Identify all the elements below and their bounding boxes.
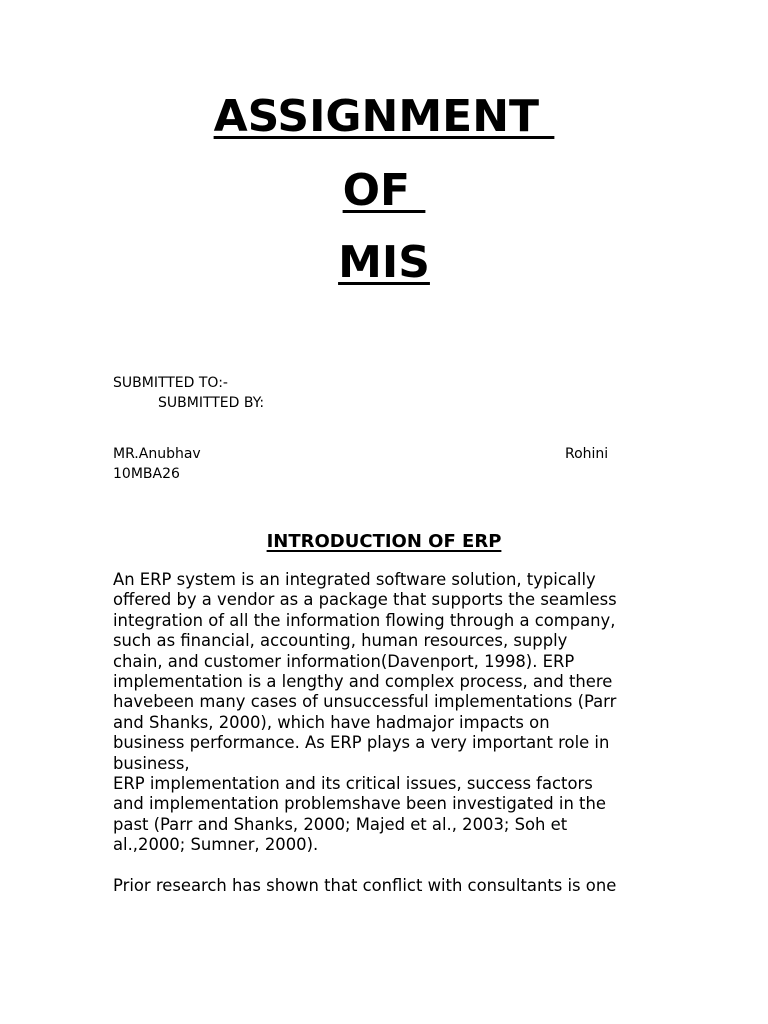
paragraph-line: and Shanks, 2000), which have hadmajor impacts on bbox=[113, 712, 550, 732]
title-line-mis bbox=[0, 238, 768, 288]
paragraph-prior-research bbox=[113, 876, 673, 896]
paragraph-line: business performance. As ERP plays a very important role in bbox=[113, 733, 610, 753]
paragraph-line: business, bbox=[113, 753, 190, 773]
paragraph-line: al.,2000; Sumner, 2000). bbox=[113, 835, 319, 855]
paragraph-line: havebeen many cases of unsuccessful implementations (Parr bbox=[113, 692, 617, 712]
title-line-of bbox=[0, 166, 768, 216]
paragraph-line: An ERP system is an integrated software solution, typically bbox=[113, 570, 596, 589]
paragraph-line: offered by a vendor as a package that supports the seamless bbox=[113, 590, 617, 610]
teacher-name: MR.Anubhav bbox=[113, 446, 201, 462]
paragraph-line: such as financial, accounting, human resources, supply bbox=[113, 631, 568, 651]
student-name: Rohini bbox=[565, 446, 609, 462]
paragraph-line: integration of all the information flowing through a company, bbox=[113, 610, 616, 630]
submitted-to-label: SUBMITTED TO:- bbox=[113, 375, 228, 391]
roll-number: 10MBA26 bbox=[113, 466, 180, 482]
paragraph-line: past (Parr and Shanks, 2000; Majed et al., 2003; Soh et bbox=[113, 814, 568, 834]
title-text-assignment: ASSIGNMENT bbox=[213, 91, 555, 142]
paragraph-line: implementation is a lengthy and complex process, and there bbox=[113, 672, 613, 692]
title-text-of: OF bbox=[342, 165, 426, 216]
paragraph-line: chain, and customer information(Davenport, 1998). ERP bbox=[113, 651, 575, 671]
submitted-by-label: SUBMITTED BY: bbox=[158, 395, 265, 411]
title-line-assignment bbox=[0, 92, 768, 142]
section-heading bbox=[0, 531, 768, 553]
paragraph-line: and implementation problemshave been investigated in the bbox=[113, 794, 606, 814]
paragraph-line: Prior research has shown that conflict with consultants is one bbox=[113, 876, 617, 895]
paragraph-intro bbox=[113, 570, 673, 856]
section-heading-text: INTRODUCTION OF ERP bbox=[266, 531, 502, 552]
paragraph-line: ERP implementation and its critical issues, success factors bbox=[113, 774, 593, 794]
title-text-mis: MIS bbox=[338, 237, 430, 288]
